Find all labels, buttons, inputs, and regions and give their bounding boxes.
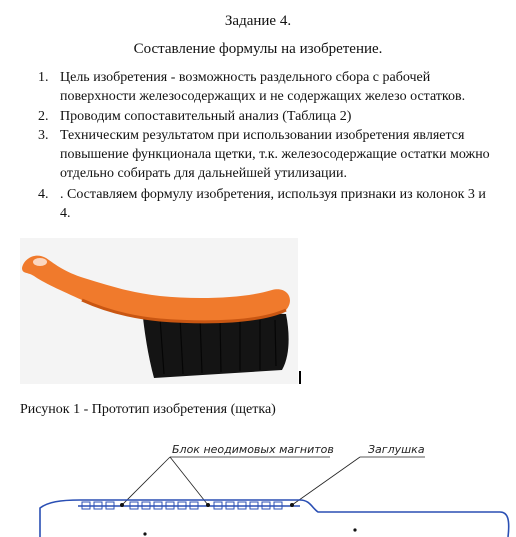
document-subtitle: Составление формулы на изобретение.: [133, 41, 383, 57]
leader-lines: [122, 457, 360, 505]
task-title: Задание 4.: [224, 13, 292, 29]
list-number: 1.: [38, 70, 49, 85]
list-number: 3.: [38, 128, 49, 143]
brush-photo: [20, 238, 298, 384]
list-item-line: 4.: [60, 206, 71, 221]
list-number: 4.: [38, 187, 49, 202]
list-item-line: отдельно собирать для дальнейшей утилизации.: [60, 166, 348, 181]
label-plug: Заглушка: [368, 443, 425, 456]
list-item-line: поверхности железосодержащих и не содержащих железо остатков.: [60, 89, 466, 104]
label-magnet-block: Блок неодимовых магнитов: [172, 443, 334, 456]
list-item-line: повышение функционала щетки, т.к. железосодержащие остатки можно: [60, 147, 490, 162]
list-item-line: Проводим сопоставительный анализ (Таблица 2): [60, 109, 352, 124]
text-cursor: [299, 371, 301, 384]
figure-caption: Рисунок 1 - Прототип изобретения (щетка): [20, 402, 276, 417]
list-item-line: Техническим результатом при использовании изобретения является: [60, 128, 465, 143]
list-item-line: Цель изобретения - возможность раздельного сбора с рабочей: [60, 70, 431, 85]
technical-drawing: [0, 430, 516, 537]
list-number: 2.: [38, 109, 49, 124]
list-item-line: . Составляем формулу изобретения, используя признаки из колонок 3 и: [60, 187, 486, 202]
